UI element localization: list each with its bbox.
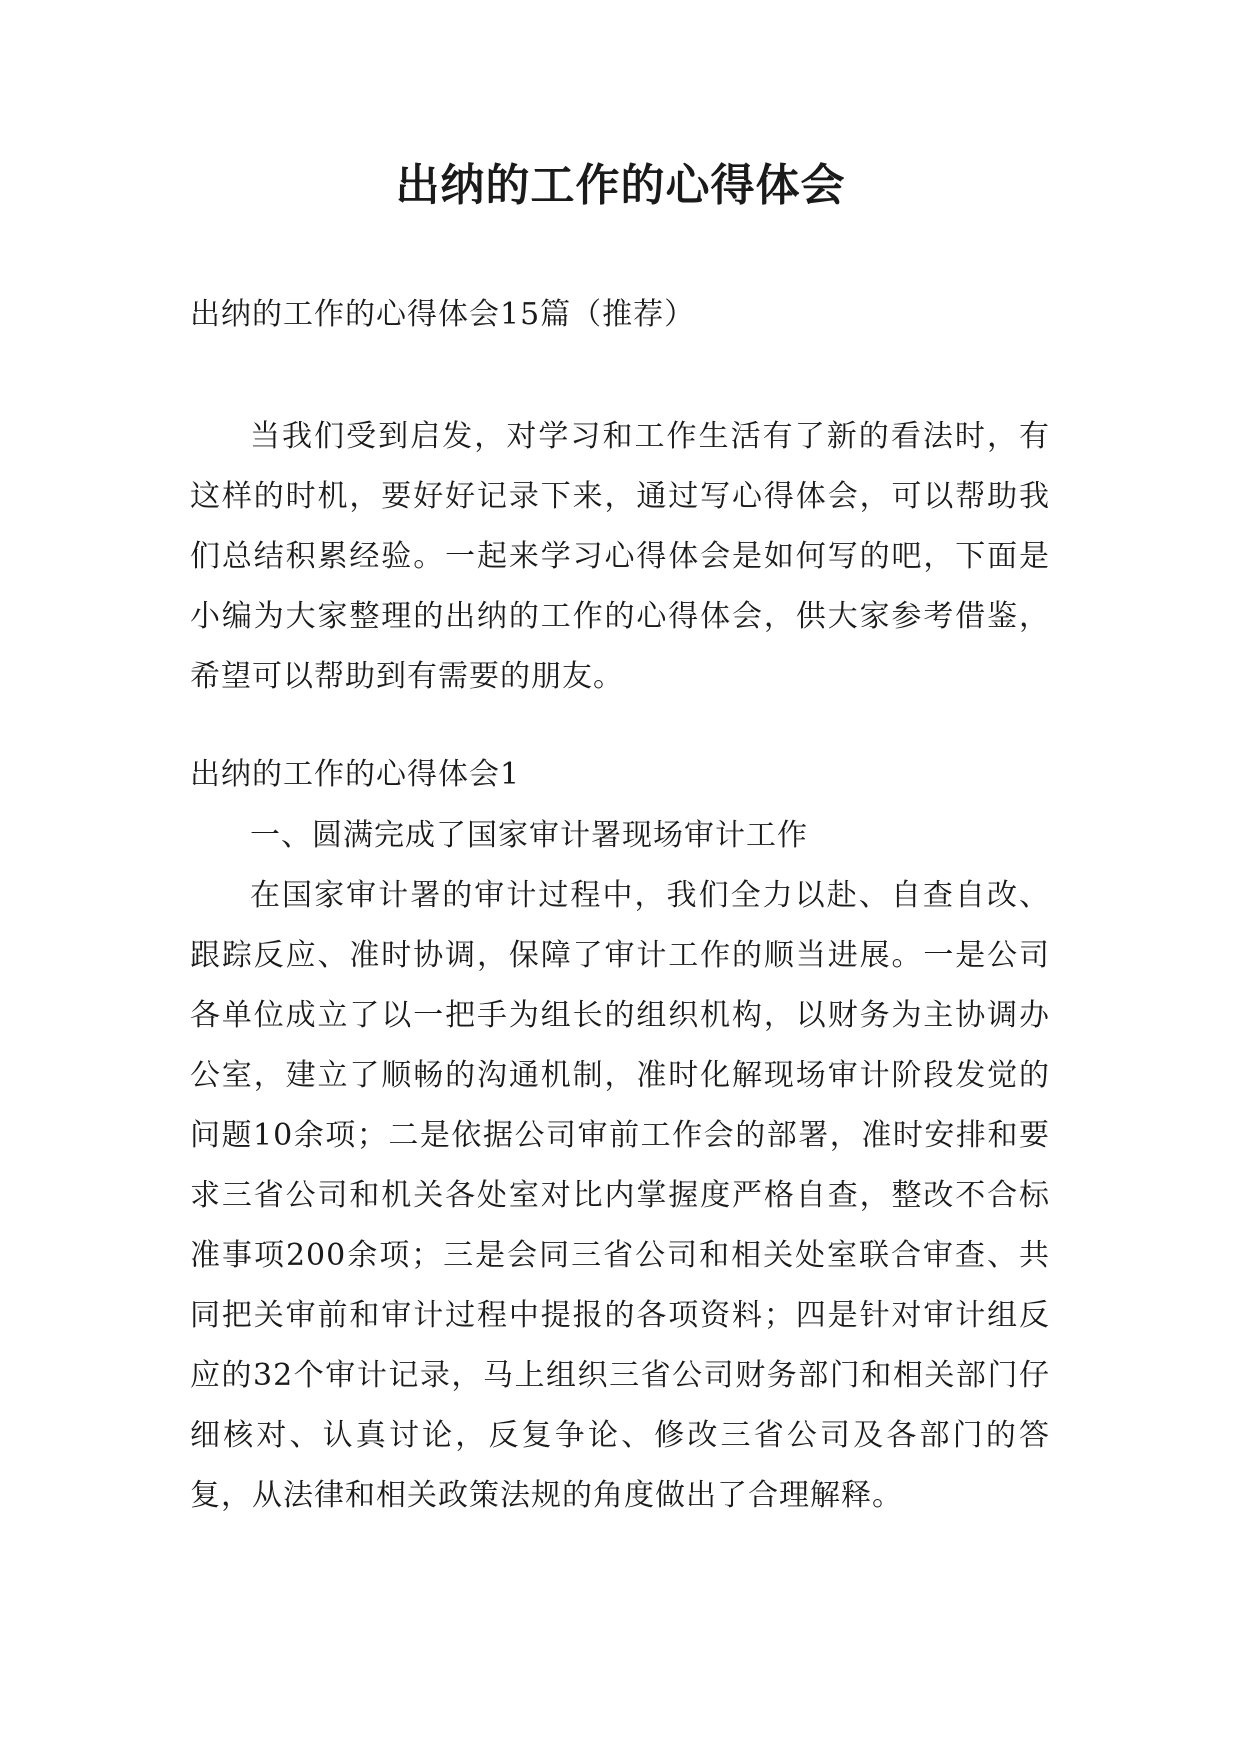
intro-paragraph: 当我们受到启发，对学习和工作生活有了新的看法时，有这样的时机，要好好记录下来，通过写心得体会，可以帮助我们总结积累经验。一起来学习心得体会是如何写的吧，下面是小编为大家整理的出纳的工作的心得体会，供大家参考借鉴，希望可以帮助到有需要的朋友。 bbox=[190, 419, 1050, 694]
document-subtitle: 出纳的工作的心得体会15篇（推荐） bbox=[190, 297, 696, 332]
item-heading: 一、圆满完成了国家审计署现场审计工作 bbox=[250, 818, 808, 853]
section-heading: 出纳的工作的心得体会1 bbox=[190, 757, 521, 792]
document-title: 出纳的工作的心得体会 bbox=[395, 160, 846, 211]
section-paragraph: 在国家审计署的审计过程中，我们全力以赴、自查自改、跟踪反应、准时协调，保障了审计工作的顺当进展。一是公司各单位成立了以一把手为组长的组织机构，以财务为主协调办公室，建立了顺畅的沟通机制，准时化解现场审计阶段发觉的问题10余项；二是依据公司审前工作会的部署，准时安排和要求三省公司和机关各处室对比内掌握度严格自查，整改不合标准事项200余项；三是会同三省公司和相关处室联合审查、共同把关审前和审计过程中提报的各项资料；四是针对审计组反应的32个审计记录，马上组织三省公司财务部门和相关部门仔细核对、认真讨论，反复争论、修改三省公司及各部门的答复，从法律和相关政策法规的角度做出了合理解释。 bbox=[190, 878, 1050, 1513]
